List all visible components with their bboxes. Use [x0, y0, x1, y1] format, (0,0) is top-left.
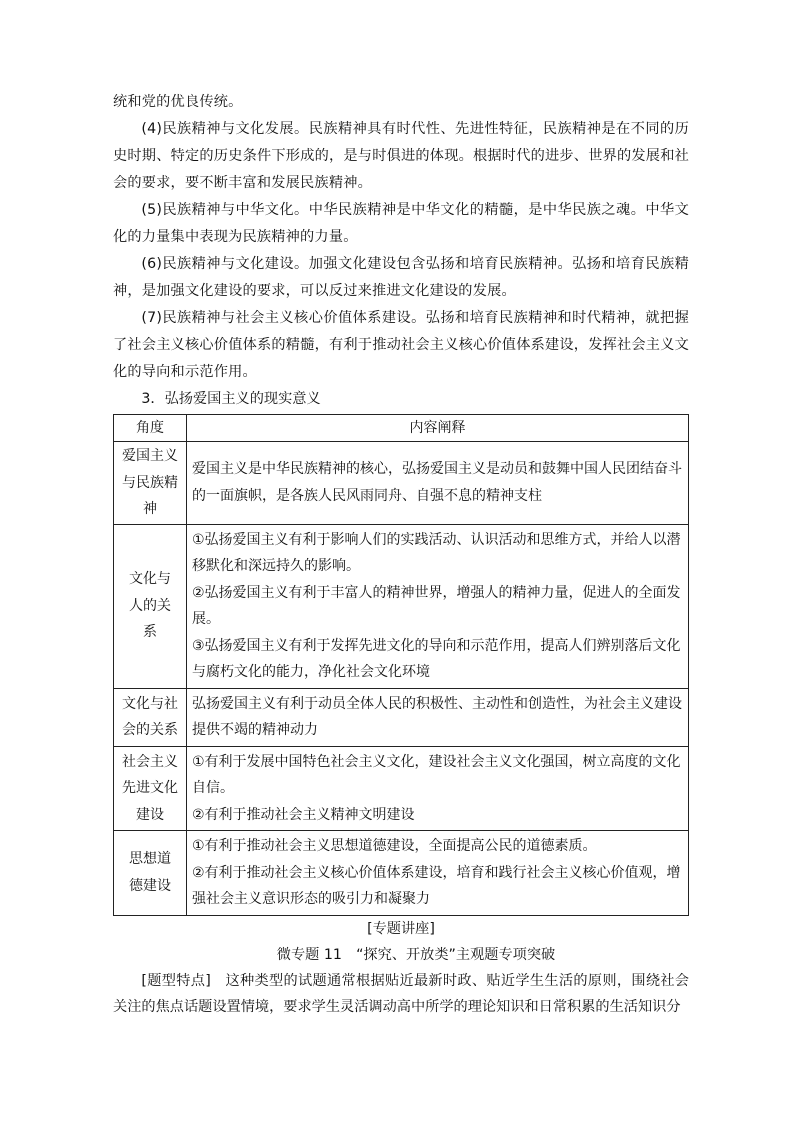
- table-cell-angle: 文化与人的关系: [114, 524, 187, 688]
- question-feature-paragraph: [题型特点] 这种类型的试题通常根据贴近最新时政、贴近学生生活的原则，围绕社会关注的焦点话题设置情境，要求学生灵活调动高中所学的理论知识和日常积累的生活知识分: [113, 972, 689, 1015]
- table-row: [114, 524, 689, 688]
- lecture-label: [专题讲座]: [367, 920, 435, 937]
- content-line: ①弘扬爱国主义有利于影响人们的实践活动、认识活动和思维方式，并给人以潜移默化和深远持久的影响。: [192, 531, 681, 574]
- micro-topic-title: 微专题 11 “探究、开放类”主观题专项突破: [276, 946, 556, 963]
- table-row: [114, 688, 689, 746]
- table-cell-angle: 文化与社会的关系: [114, 688, 187, 746]
- section-title: 3．弘扬爱国主义的现实意义: [141, 391, 321, 407]
- table-cell-content: [187, 746, 689, 831]
- table-cell-angle: 思想道德建设: [114, 831, 187, 916]
- content-line: ②有利于推动社会主义精神文明建设: [192, 806, 415, 823]
- paragraph-0: 统和党的优良传统。: [113, 94, 243, 110]
- paragraph-national-spirit-core-values: (7)民族精神与社会主义核心价值体系建设。弘扬和培育民族精神和时代精神，就把握了社会主义核心价值体系的精髓，有利于推动社会主义核心价值体系建设，发挥社会主义文化的导向和示范作用。: [113, 310, 689, 380]
- table-cell-angle: 爱国主义与民族精神: [114, 442, 187, 525]
- table-row: [114, 746, 689, 831]
- table-cell-content: [187, 442, 689, 525]
- content-line: 爱国主义是中华民族精神的核心，弘扬爱国主义是动员和鼓舞中国人民团结奋斗的一面旗帜，是各族人民风雨同舟、自强不息的精神支柱: [192, 461, 682, 504]
- table-row: [114, 831, 689, 916]
- content-line: 弘扬爱国主义有利于动员全体人民的积极性、主动性和创造性，为社会主义建设提供不竭的精神动力: [192, 695, 682, 738]
- table-row: [114, 442, 689, 525]
- paragraph-national-spirit-culture-development: (4)民族精神与文化发展。民族精神具有时代性、先进性特征，民族精神是在不同的历史时期、特定的历史条件下形成的，是与时俱进的体现。根据时代的进步、世界的发展和社会的要求，要不断丰富和发展民族精神。: [113, 121, 689, 191]
- content-line: ②有利于推动社会主义核心价值体系建设，培育和践行社会主义核心价值观，增强社会主义意识形态的吸引力和凝聚力: [192, 864, 681, 907]
- table-cell-content: [187, 524, 689, 688]
- paragraph-national-spirit-culture-building: (6)民族精神与文化建设。加强文化建设包含弘扬和培育民族精神。弘扬和培育民族精神，是加强文化建设的要求，可以反过来推进文化建设的发展。: [113, 256, 689, 299]
- document-page: [113, 89, 689, 1020]
- content-line: ①有利于发展中国特色社会主义文化，建设社会主义文化强国，树立高度的文化自信。: [192, 753, 681, 796]
- table-cell-content: [187, 688, 689, 746]
- table-header-row: [114, 415, 689, 442]
- paragraph-national-spirit-chinese-culture: (5)民族精神与中华文化。中华民族精神是中华文化的精髓，是中华民族之魂。中华文化的力量集中表现为民族精神的力量。: [113, 202, 689, 245]
- content-line: ①有利于推动社会主义思想道德建设，全面提高公民的道德素质。: [192, 838, 597, 854]
- content-line: ③弘扬爱国主义有利于发挥先进文化的导向和示范作用，提高人们辨别落后文化与腐朽文化的能力，净化社会文化环境: [192, 637, 681, 680]
- content-line: ②弘扬爱国主义有利于丰富人的精神世界，增强人的精神力量，促进人的全面发展。: [192, 584, 681, 627]
- patriotism-table: [113, 414, 689, 916]
- table-header-angle: 角度: [114, 415, 187, 442]
- table-cell-content: [187, 831, 689, 916]
- table-header-content: 内容阐释: [187, 415, 689, 442]
- table-cell-angle: 社会主义先进文化建设: [114, 746, 187, 831]
